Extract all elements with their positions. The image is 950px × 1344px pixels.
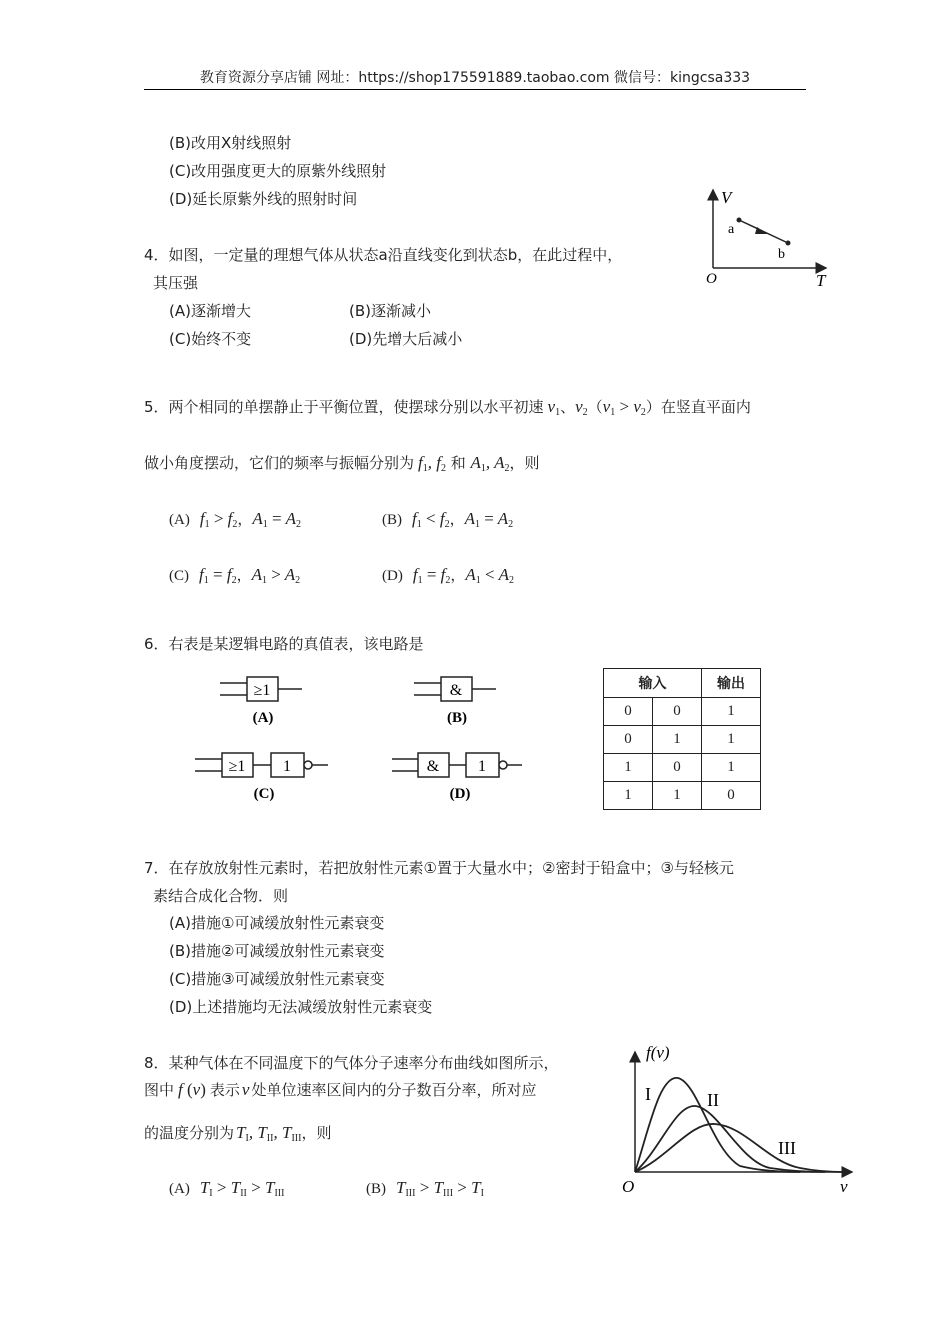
q5-stem-line2: 做小角度摆动，它们的频率与振幅分别为 $f_1$, $f_2$ 和 $A_1$, $A_2$，则 (144, 453, 540, 474)
cell: 1 (702, 698, 761, 726)
q5-option-d-label: (D) (382, 568, 403, 584)
q7-option-b: (B)措施②可减缓放射性元素衰变 (169, 942, 385, 960)
cell: 0 (604, 698, 653, 726)
q8-stem-line3: 的温度分别为 $T_I$, $T_{II}$, $T_{III}$，则 (144, 1123, 332, 1144)
q8-option-b: (B) $T_{III} > T_{III} > T_I$ (366, 1178, 484, 1199)
q8-label-origin: O (622, 1177, 635, 1196)
q5-stem-line2-b: ，则 (509, 454, 540, 472)
q7-option-a: (A)措施①可减缓放射性元素衰变 (169, 914, 385, 932)
q7-stem-line1: 7．在存放放射性元素时，若把放射性元素①置于大量水中；②密封于铅盒中；③与轻核元 (144, 859, 734, 877)
q3-option-d: (D)延长原紫外线的照射时间 (169, 190, 358, 208)
q5-stem-line1-b: 在竖直平面内 (660, 398, 751, 416)
q8-label-curve-i: I (645, 1084, 651, 1104)
q7-stem-line2: 素结合成化合物．则 (153, 887, 289, 905)
gate-b-label: (B) (447, 710, 467, 726)
q8-curve-ii (635, 1106, 825, 1172)
q8-option-a-label: (A) (169, 1181, 190, 1197)
gate-d-label: (D) (449, 786, 471, 802)
truth-table-input-header: 输入 (604, 669, 702, 698)
q4-label-a: a (728, 222, 735, 237)
q5-option-c: (C) $f_1 = f_2$，$A_1 > A_2$ (169, 565, 301, 586)
cell: 1 (702, 726, 761, 754)
cell: 1 (653, 782, 702, 810)
q8-label-fv: f(v) (646, 1043, 670, 1062)
cell: 0 (604, 726, 653, 754)
q8-option-a: (A) $T_I > T_{II} > T_{III}$ (169, 1178, 285, 1199)
gate-a-label: (A) (252, 710, 274, 726)
q8-stem-line3-b: ，则 (301, 1124, 332, 1142)
cell: 0 (653, 754, 702, 782)
q5-option-b-label: (B) (382, 512, 402, 528)
page-header: 教育资源分享店铺 网址：https://shop175591889.taobao.com 微信号：kingcsa333 (199, 70, 751, 86)
truth-table-output-header: 输出 (702, 669, 761, 698)
q5-option-a-label: (A) (169, 512, 190, 528)
gate-d-symbol2: 1 (478, 758, 486, 775)
q8-stem-line2-c: 处单位速率区间内的分子数百分率，所对应 (251, 1081, 537, 1099)
q6-stem: 6．右表是某逻辑电路的真值表，该电路是 (144, 635, 424, 653)
q3-option-c: (C)改用强度更大的原紫外线照射 (169, 162, 387, 180)
q7-option-d: (D)上述措施均无法减缓放射性元素衰变 (169, 998, 433, 1016)
q8-stem-line2: 图中 f (v) 表示 v 处单位速率区间内的分子数百分率，所对应 (144, 1080, 537, 1099)
q4-label-origin: O (706, 271, 717, 287)
q5-option-c-label: (C) (169, 568, 189, 584)
q4-label-b: b (778, 247, 785, 262)
cell: 1 (604, 782, 653, 810)
q4-option-c: (C)始终不变 (169, 330, 252, 348)
q4-stem-line1: 4．如图，一定量的理想气体从状态a沿直线变化到状态b，在此过程中， (144, 246, 623, 264)
q8-option-b-label: (B) (366, 1181, 386, 1197)
q5-stem-line2-a: 做小角度摆动，它们的频率与振幅分别为 (144, 454, 415, 472)
q8-label-v: v (840, 1177, 848, 1196)
gate-c-symbol1: ≥1 (228, 758, 246, 775)
cell: 1 (653, 726, 702, 754)
q4-stem-line2: 其压强 (153, 274, 199, 292)
gate-c-symbol2: 1 (283, 758, 291, 775)
q5-option-b: (B) $f_1 < f_2$，$A_1 = A_2$ (382, 509, 514, 530)
cell: 0 (702, 782, 761, 810)
q4-option-b: (B)逐渐减小 (349, 302, 431, 320)
q8-stem-line3-a: 的温度分别为 (144, 1124, 235, 1142)
gate-a-symbol: ≥1 (253, 682, 271, 699)
q8-label-curve-ii: II (707, 1090, 719, 1110)
q4-label-t: T (816, 271, 826, 290)
q4-label-v: V (721, 188, 732, 207)
gate-b-symbol: & (449, 682, 463, 699)
q5-option-a: (A) $f_1 > f_2$，$A_1 = A_2$ (169, 509, 301, 530)
q8-stem-line2-b: 表示 (209, 1081, 240, 1099)
cell: 1 (702, 754, 761, 782)
q8-stem-line1: 8．某种气体在不同温度下的气体分子速率分布曲线如图所示， (144, 1054, 559, 1072)
q5-stem-line1-a: 5．两个相同的单摆静止于平衡位置，使摆球分别以水平初速 (144, 398, 544, 416)
q8-stem-line2-a: 图中 (144, 1081, 175, 1099)
q5-stem-line1: 5．两个相同的单摆静止于平衡位置，使摆球分别以水平初速 $v_1$、$v_2(v_1 > v_2)$在竖直平面内 (144, 397, 751, 418)
cell: 0 (653, 698, 702, 726)
gate-c-label: (C) (253, 786, 275, 802)
q5-option-d: (D) $f_1 = f_2$，$A_1 < A_2$ (382, 565, 514, 586)
cell: 1 (604, 754, 653, 782)
q3-option-b: (B)改用X射线照射 (169, 134, 292, 152)
q7-option-c: (C)措施③可减缓放射性元素衰变 (169, 970, 385, 988)
gate-d-symbol1: & (426, 758, 440, 775)
q4-option-a: (A)逐渐增大 (169, 302, 251, 320)
q4-option-d: (D)先增大后减小 (349, 330, 463, 348)
q8-label-curve-iii: III (778, 1138, 796, 1158)
